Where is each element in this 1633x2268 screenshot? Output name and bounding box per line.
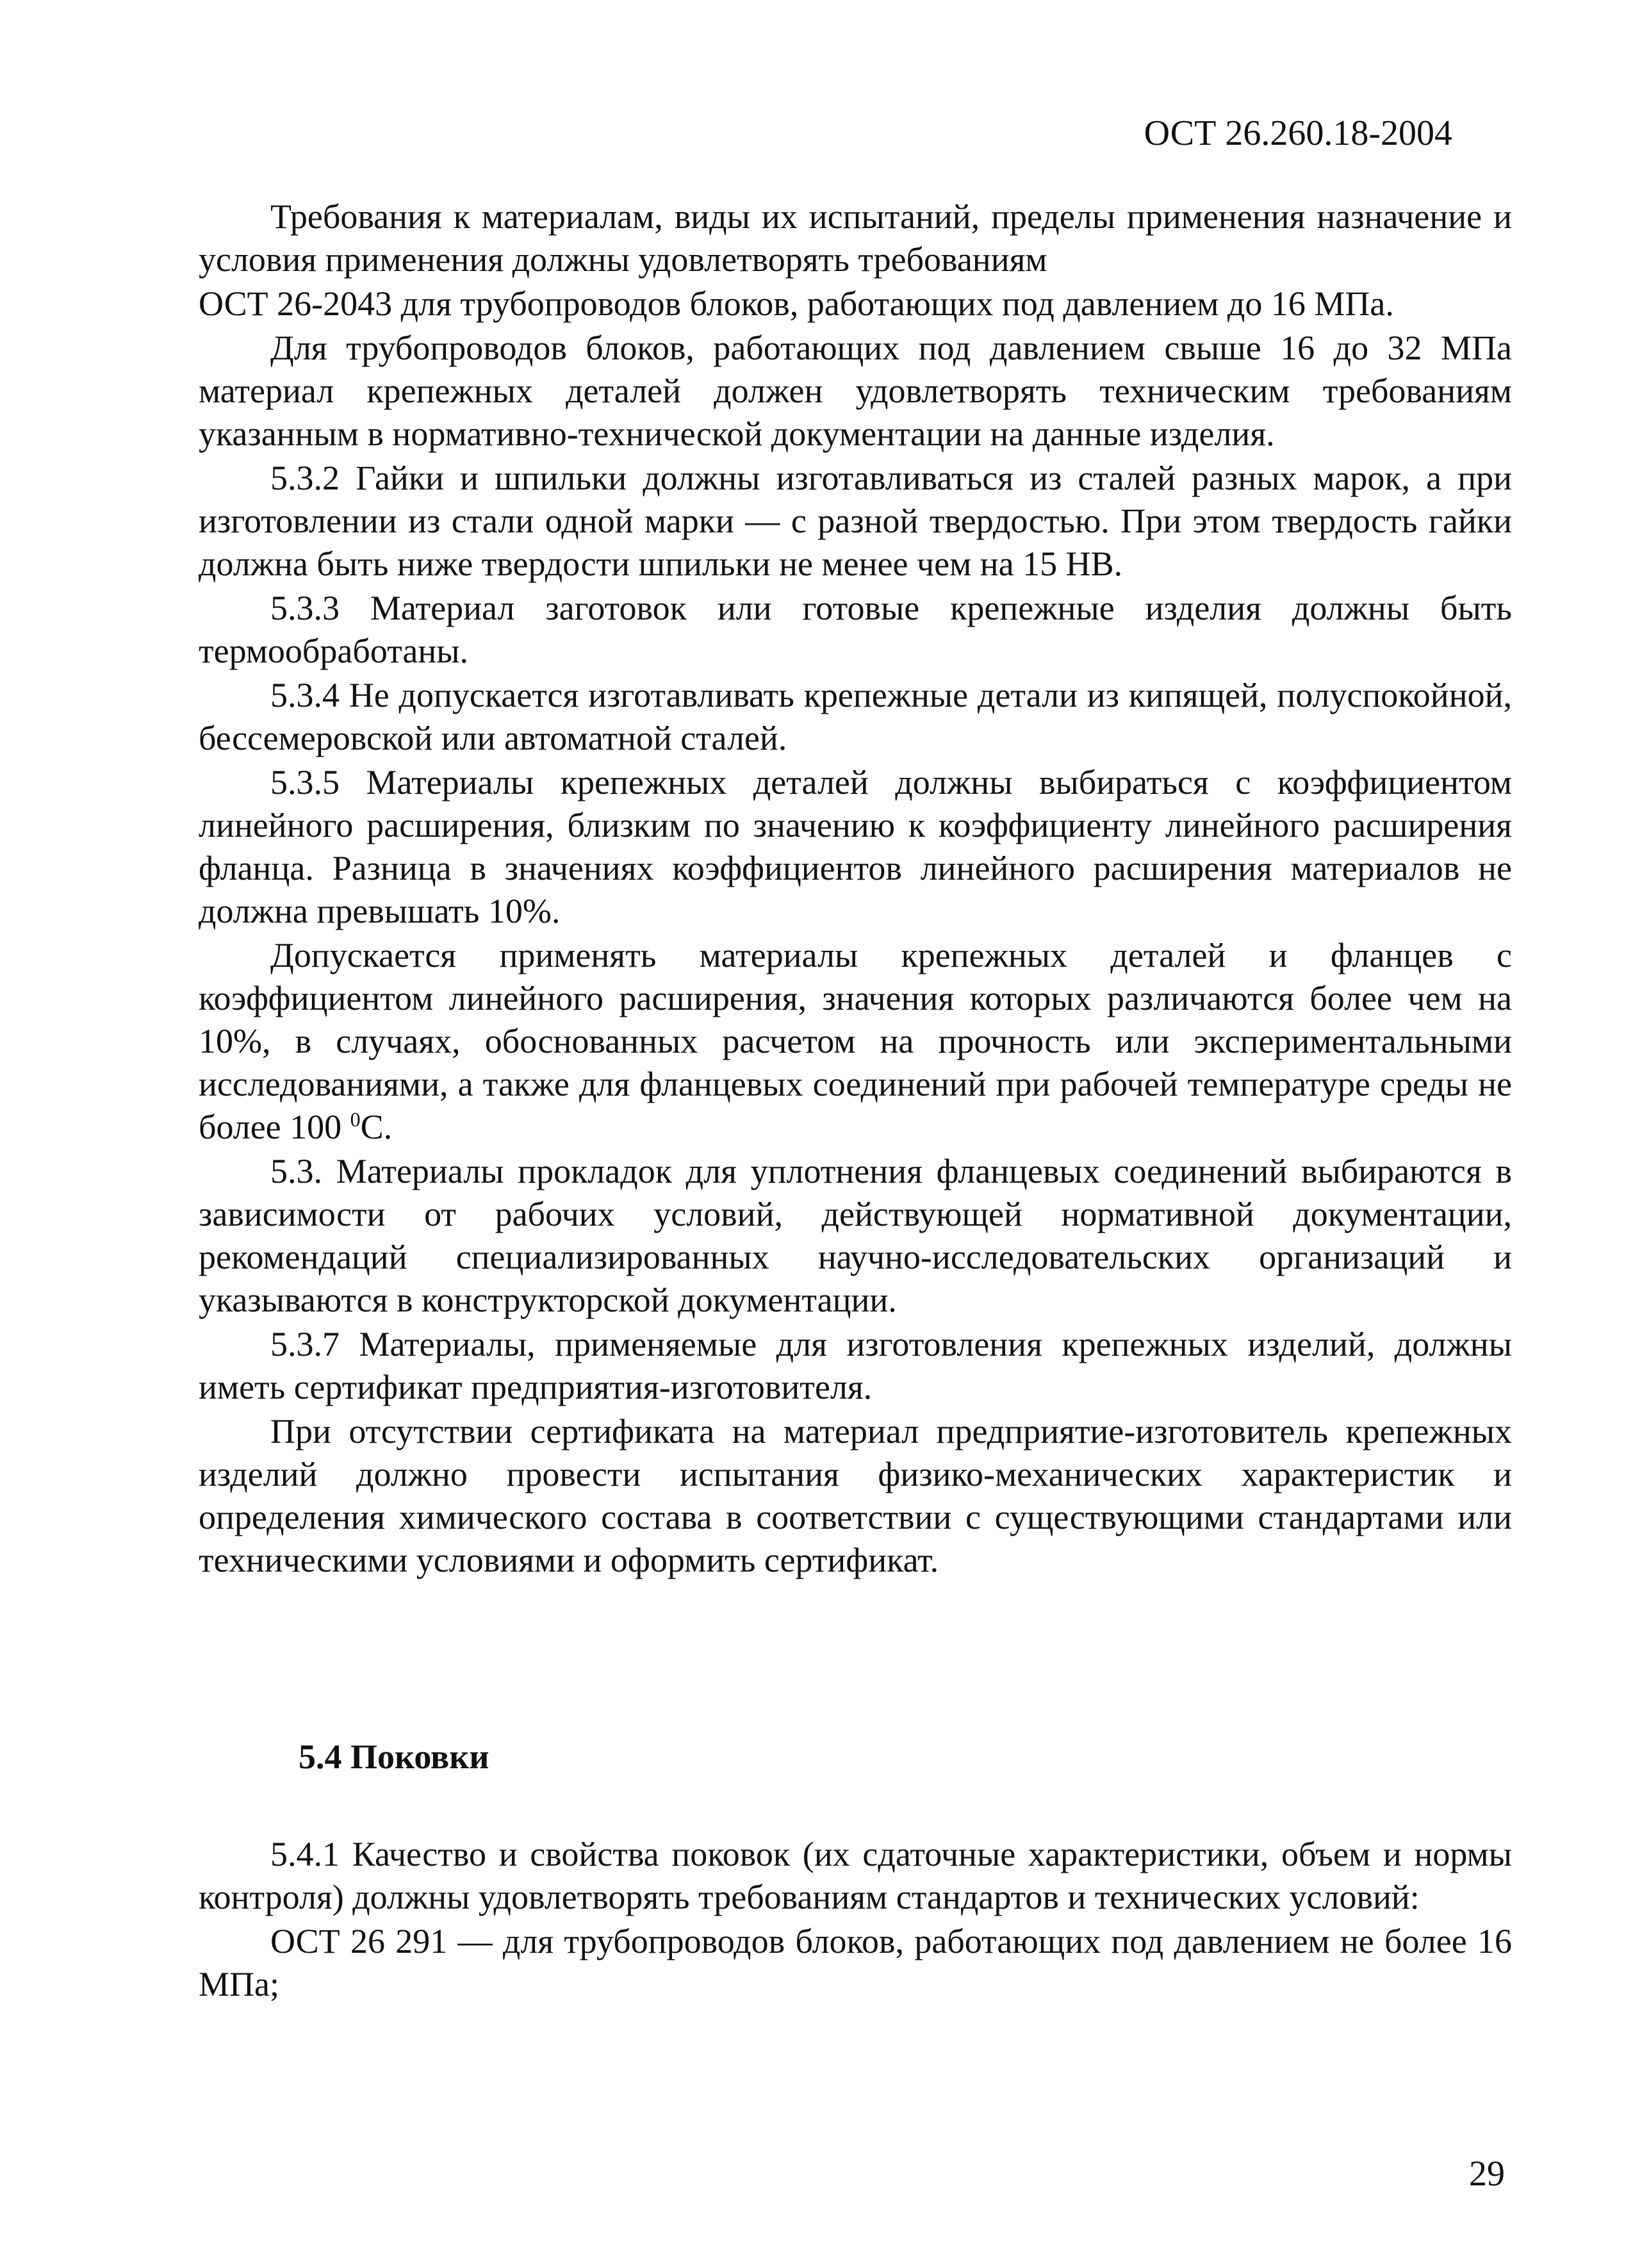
paragraph-materials-requirements: Требования к материалам, виды их испытаний, пределы применения назначение и условия применения должны удовлетворять требованиям bbox=[199, 197, 1512, 279]
document-code: ОСТ 26.260.18-2004 bbox=[1144, 113, 1452, 153]
paragraph-high-pressure-fasteners: Для трубопроводов блоков, работающих под давлением свыше 16 до 32 МПа материал крепежных деталей должен удовлетворять техническим требованиям указанным в нормативно-технической документации на данные изделия. bbox=[199, 329, 1512, 453]
paragraph-no-certificate: При отсутствии сертификата на материал предприятие-изготовитель крепежных изделий должно провести испытания физико-механических характеристик и определения химического состава в соответствии с существующими стандартами или техническими условиями и оформить сертификат. bbox=[199, 1412, 1512, 1579]
degree-superscript: 0 bbox=[350, 1108, 361, 1131]
paragraph-5-3-3: 5.3.3 Материал заготовок или готовые крепежные изделия должны быть термообработаны. bbox=[199, 589, 1512, 670]
celsius-unit: С. bbox=[360, 1108, 393, 1146]
paragraph-ost-26-291: ОСТ 26 291 — для трубопроводов блоков, работающих под давлением не более 16 МПа; bbox=[199, 1922, 1512, 2003]
paragraph-5-3-gaskets: 5.3. Материалы прокладок для уплотнения фланцевых соединений выбираются в зависимости от рабочих условий, действующей нормативной документации, рекомендаций специализированных научно-исследовательских организаций и указываются в конструкторской документации. bbox=[199, 1152, 1512, 1319]
paragraph-ost-26-2043: ОСТ 26-2043 для трубопроводов блоков, работающих под давлением до 16 МПа. bbox=[199, 284, 1394, 323]
page-number: 29 bbox=[1469, 2154, 1505, 2194]
document-body bbox=[199, 195, 1512, 2007]
paragraph-5-3-2: 5.3.2 Гайки и шпильки должны изготавливаться из сталей разных марок, а при изготовлении из стали одной марки — с разной твердостью. При этом твердость гайки должна быть ниже твердости шпильки не менее чем на 15 НВ. bbox=[199, 459, 1512, 583]
paragraph-5-4-1: 5.4.1 Качество и свойства поковок (их сдаточные характеристики, объем и нормы контроля) должны удовлетворять требованиям стандартов и технических условий: bbox=[199, 1835, 1512, 1916]
paragraph-allowed-materials bbox=[199, 934, 1512, 1149]
paragraph-5-3-7: 5.3.7 Материалы, применяемые для изготовления крепежных изделий, должны иметь сертификат предприятия-изготовителя. bbox=[199, 1325, 1512, 1406]
paragraph-5-3-4: 5.3.4 Не допускается изготавливать крепежные детали из кипящей, полуспокойной, бессемеровской или автоматной сталей. bbox=[199, 676, 1512, 757]
paragraph-5-3-5: 5.3.5 Материалы крепежных деталей должны выбираться с коэффициентом линейного расширения, близким по значению к коэффициенту линейного расширения фланца. Разница в значениях коэффициентов линейного расширения материалов не должна превышать 10%. bbox=[199, 763, 1512, 930]
paragraph-allowed-materials-text: Допускается применять материалы крепежных деталей и фланцев с коэффициентом линейного расширения, значения которых различаются более чем на 10%, в случаях, обоснованных расчетом на прочность или экспериментальными исследованиями, а также для фланцевых соединений при рабочей температуре среды не более 100 bbox=[199, 936, 1512, 1146]
section-heading-5-4: 5.4 Поковки bbox=[299, 1738, 489, 1776]
